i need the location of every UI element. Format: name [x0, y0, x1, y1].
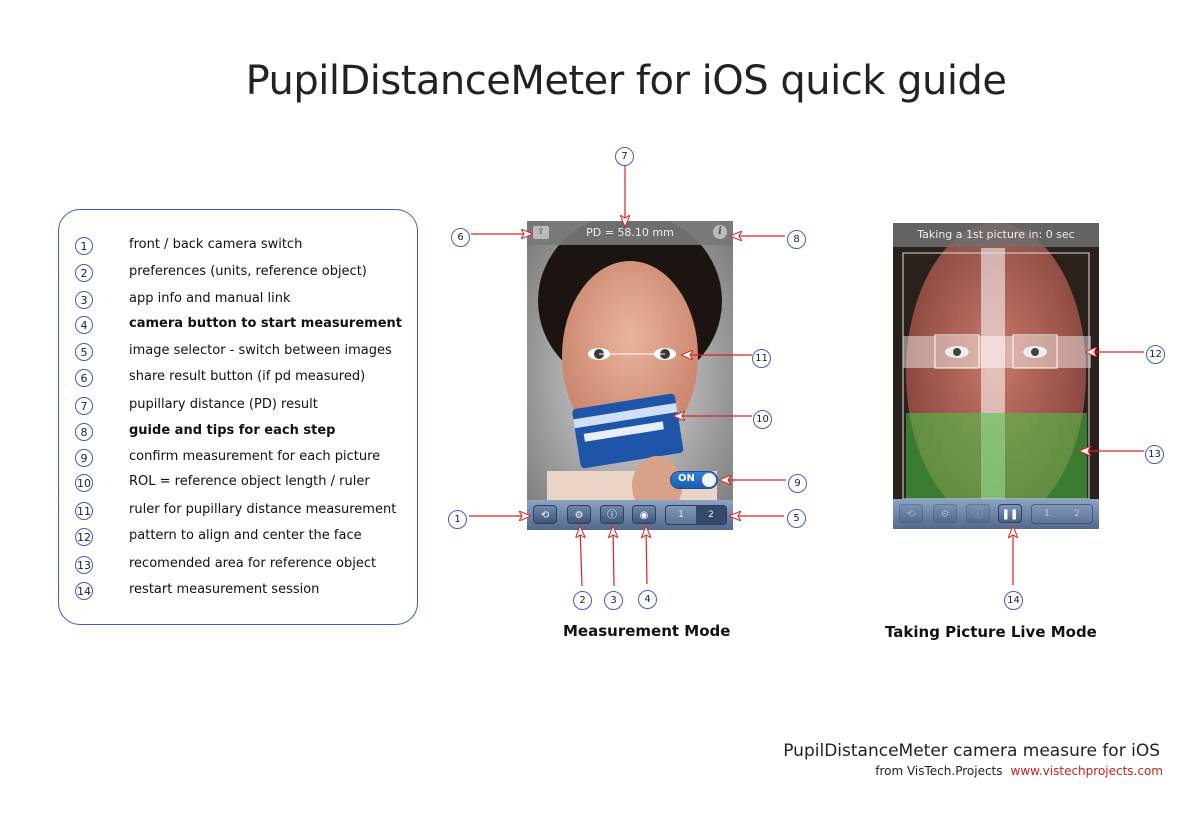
- callout-number: 4: [638, 590, 657, 609]
- pd-result-text: PD = 58.10 mm: [586, 226, 674, 239]
- legend-number: 8: [75, 423, 93, 441]
- info-icon[interactable]: ⓘ: [600, 505, 624, 524]
- page-title: PupilDistanceMeter for iOS quick guide: [245, 58, 1007, 104]
- callout-number: 14: [1004, 591, 1023, 610]
- legend-number: 13: [75, 556, 93, 574]
- legend-text: pupillary distance (PD) result: [129, 397, 318, 412]
- legend-number: 12: [75, 528, 93, 546]
- callout-number: 5: [787, 509, 806, 528]
- footer-link[interactable]: www.vistechprojects.com: [1010, 764, 1163, 778]
- footer-credit: [875, 764, 1163, 778]
- legend-text: app info and manual link: [129, 291, 291, 306]
- legend-number: 2: [75, 264, 93, 282]
- image-selector-2[interactable]: 2: [696, 506, 726, 524]
- callout-number: 12: [1146, 345, 1165, 364]
- legend-number: 9: [75, 449, 93, 467]
- legend-text: ROL = reference object length / ruler: [129, 474, 370, 489]
- legend-text: front / back camera switch: [129, 237, 303, 252]
- info-icon: ⓘ: [966, 504, 990, 523]
- legend-text: guide and tips for each step: [129, 423, 336, 438]
- share-icon[interactable]: ⇪: [533, 226, 549, 239]
- pause-icon[interactable]: ❚❚: [998, 504, 1022, 523]
- callout-8: [787, 227, 806, 249]
- callout-number: 10: [753, 410, 772, 429]
- footer-title: PupilDistanceMeter camera measure for iOS: [783, 741, 1160, 761]
- callout-14: [1004, 588, 1023, 610]
- callout-number: 3: [604, 591, 623, 610]
- arrow-4: [646, 527, 647, 584]
- callout-number: 13: [1145, 445, 1164, 464]
- callout-9: [788, 471, 807, 493]
- callout-13: [1145, 442, 1164, 464]
- image-selector-1: 1: [1044, 509, 1050, 519]
- legend-number: 6: [75, 369, 93, 387]
- legend-number: 10: [75, 474, 93, 492]
- callout-7: [615, 144, 634, 166]
- callout-3: [604, 588, 623, 610]
- callout-1: [448, 507, 467, 529]
- legend-number: 7: [75, 397, 93, 415]
- legend-text: share result button (if pd measured): [129, 369, 366, 384]
- legend-number: 5: [75, 343, 93, 361]
- legend-text: confirm measurement for each picture: [129, 449, 381, 464]
- legend-number: 1: [75, 237, 93, 255]
- camera-icon[interactable]: ◉: [632, 505, 656, 524]
- callout-2: [573, 588, 592, 610]
- camera-switch-icon[interactable]: ⟲: [533, 505, 557, 524]
- callout-11: [752, 346, 771, 368]
- footer-company: from VisTech.Projects: [875, 764, 1003, 778]
- legend-text: camera button to start measurement: [129, 316, 402, 331]
- legend-text: restart measurement session: [129, 582, 320, 597]
- callout-number: 7: [615, 147, 634, 166]
- legend-text: recomended area for reference object: [129, 556, 377, 571]
- legend-text: pattern to align and center the face: [129, 528, 362, 543]
- callout-6: [451, 225, 470, 247]
- preferences-icon: ⚙: [933, 504, 957, 523]
- measurement-mode-caption: Measurement Mode: [563, 622, 731, 640]
- legend-number: 14: [75, 582, 93, 600]
- callout-10: [753, 407, 772, 429]
- legend-number: 11: [75, 502, 93, 520]
- preferences-icon[interactable]: ⚙: [567, 505, 591, 524]
- callout-4: [638, 587, 657, 609]
- legend-text: image selector - switch between images: [129, 343, 392, 358]
- callout-12: [1146, 342, 1165, 364]
- info-italic-icon[interactable]: i: [713, 225, 727, 239]
- legend-number: 3: [75, 291, 93, 309]
- camera-switch-icon: ⟲: [899, 504, 923, 523]
- legend-text: preferences (units, reference object): [129, 264, 367, 279]
- callout-number: 6: [451, 228, 470, 247]
- callout-number: 2: [573, 591, 592, 610]
- legend-text: ruler for pupillary distance measurement: [129, 502, 397, 517]
- live-mode-caption: Taking Picture Live Mode: [885, 623, 1097, 641]
- callout-number: 8: [787, 230, 806, 249]
- callout-number: 9: [788, 474, 807, 493]
- image-selector-1[interactable]: 1: [678, 510, 684, 520]
- callout-5: [787, 506, 806, 528]
- arrow-2: [580, 527, 582, 586]
- toggle-label: ON: [678, 473, 695, 484]
- arrow-3: [613, 527, 614, 586]
- countdown-text: Taking a 1st picture in: 0 sec: [917, 228, 1075, 241]
- callout-number: 11: [752, 349, 771, 368]
- callout-number: 1: [448, 510, 467, 529]
- legend-number: 4: [75, 316, 93, 334]
- image-selector-2: 2: [1074, 509, 1080, 519]
